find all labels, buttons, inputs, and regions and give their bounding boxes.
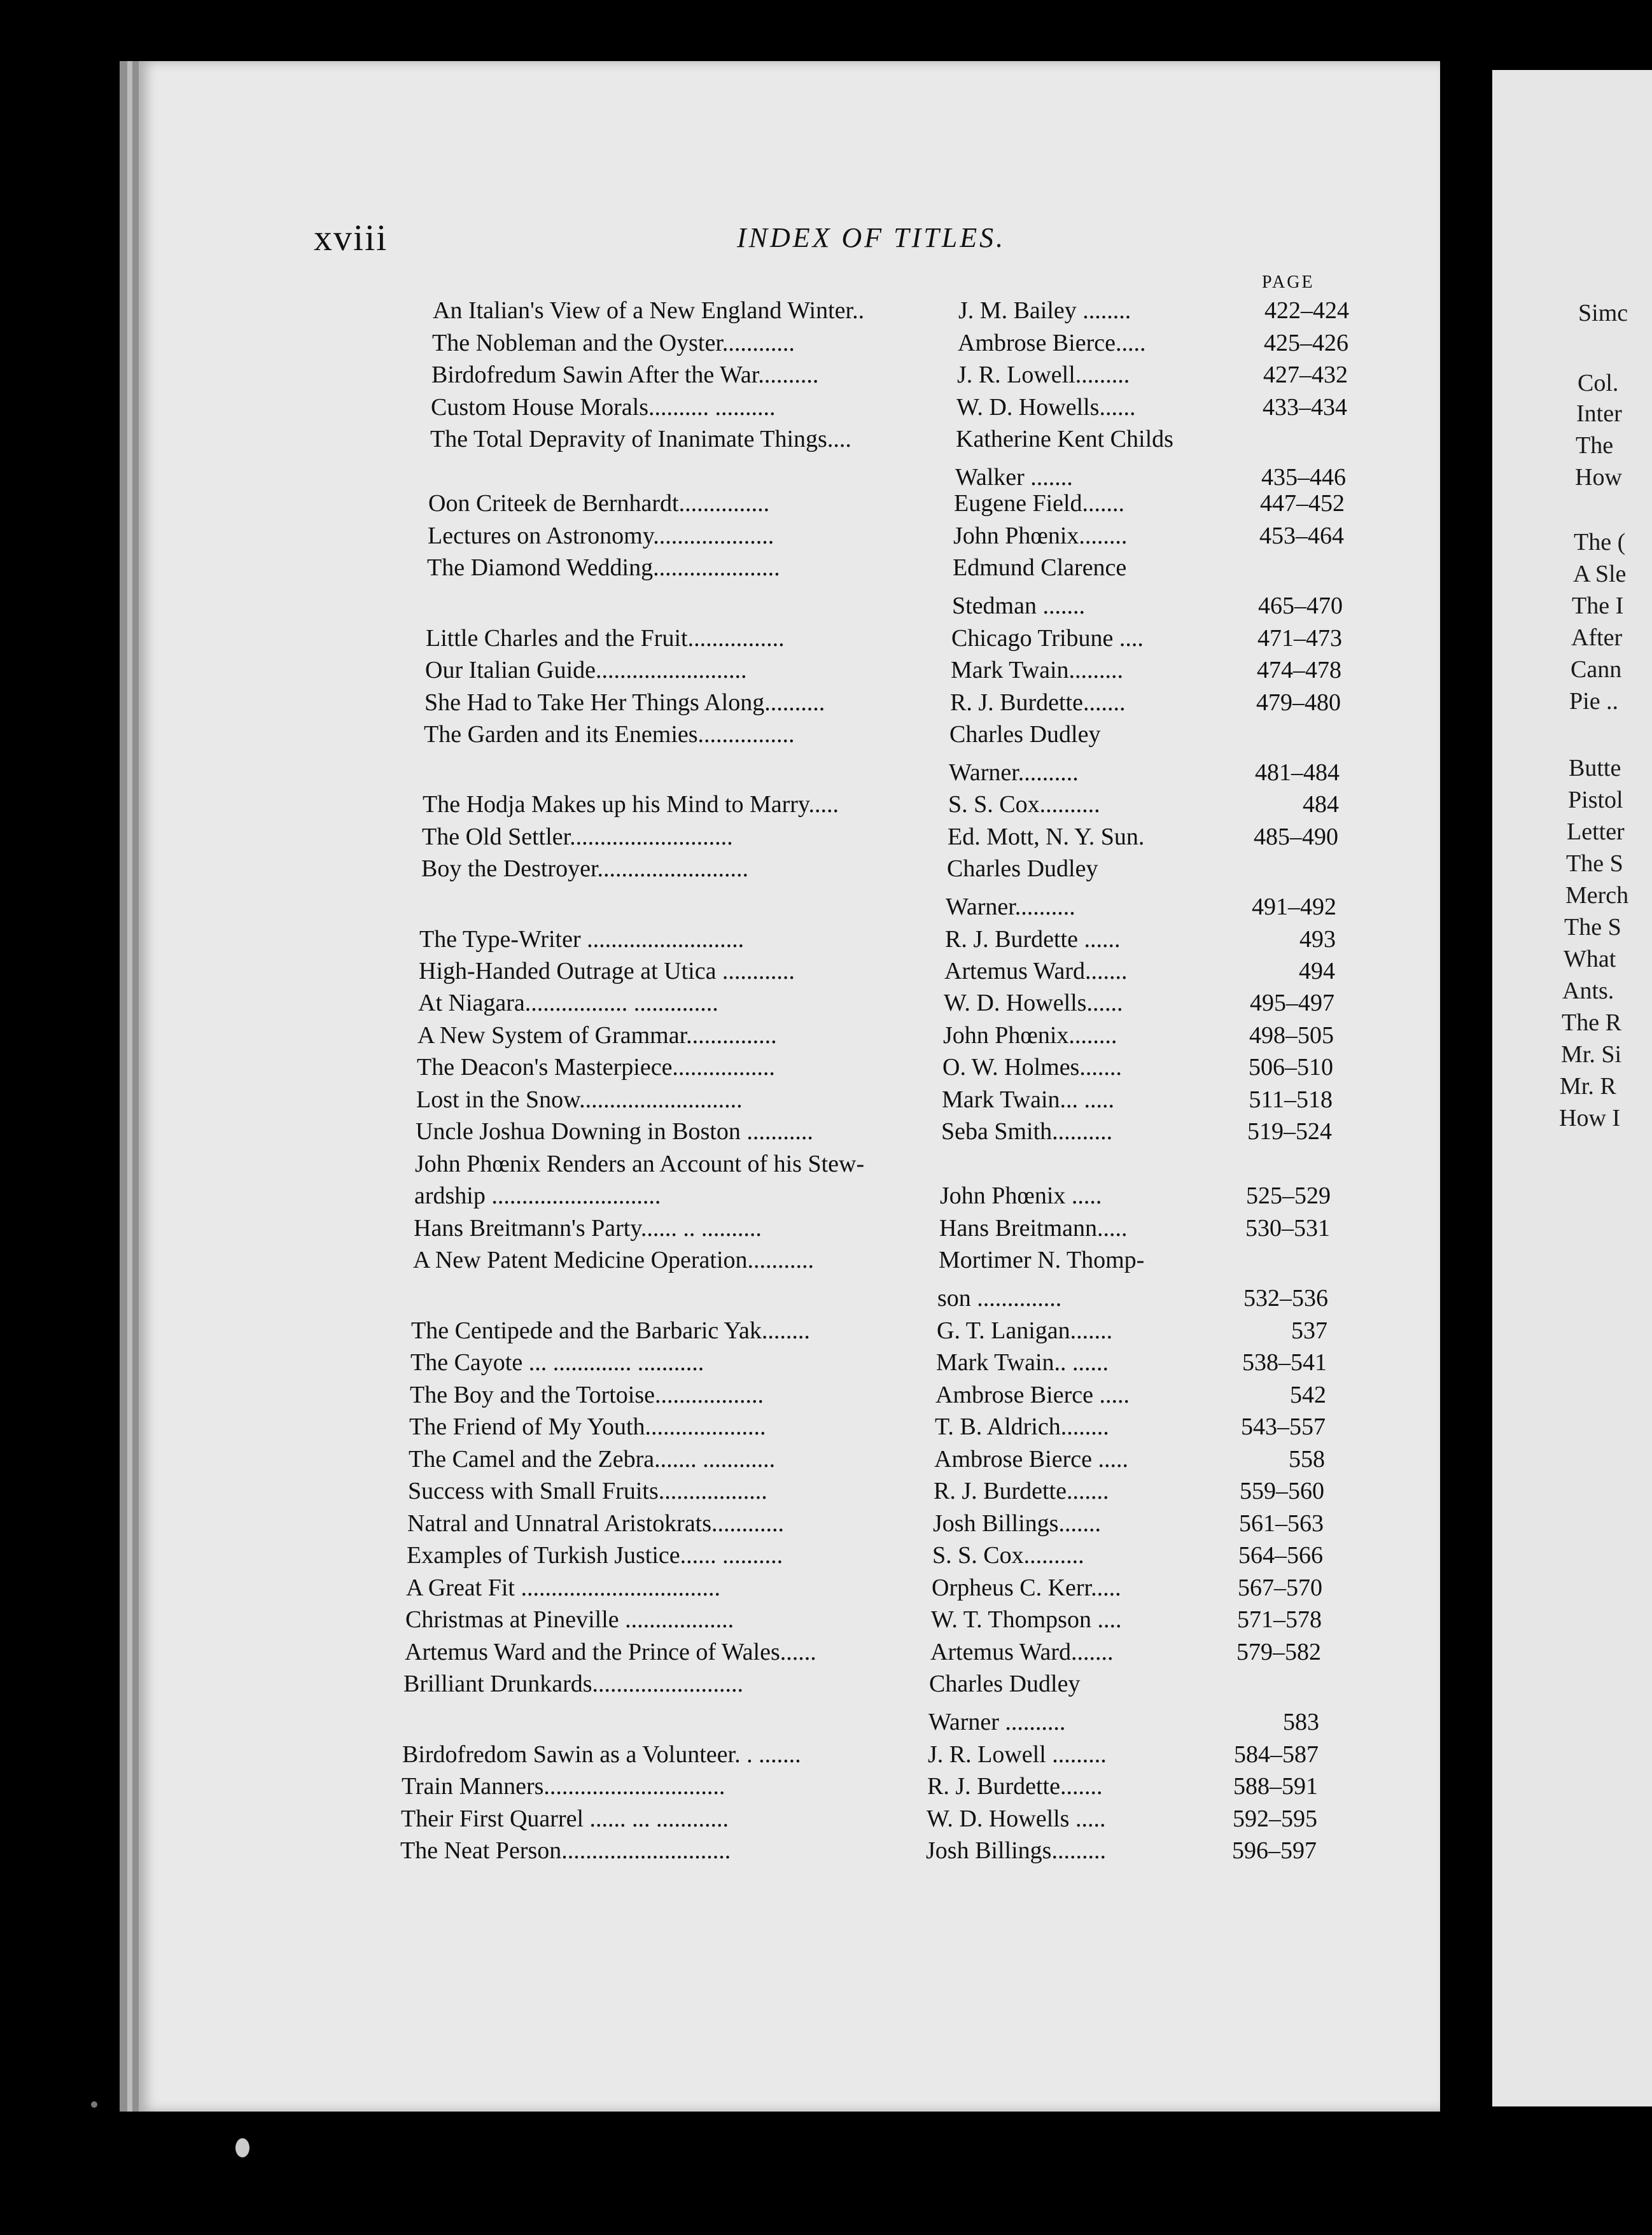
entry-pages: 511–518 [1249, 1086, 1333, 1113]
entry-author: Hans Breitmann..... [939, 1215, 1128, 1242]
entry-pages: 519–524 [1247, 1118, 1332, 1145]
entry-title: Train Manners.............................. [402, 1773, 725, 1800]
entry-author: John Phœnix ..... [940, 1182, 1102, 1209]
entry-author: R. J. Burdette ...... [945, 926, 1121, 953]
entry-pages: 485–490 [1254, 823, 1338, 850]
index-entry [432, 326, 1348, 362]
entry-pages: 538–541 [1242, 1349, 1327, 1376]
entry-author: John Phœnix........ [953, 522, 1128, 549]
entry-title: The Old Settler........................... [422, 823, 733, 850]
entry-title: She Had to Take Her Things Along.......... [424, 689, 825, 716]
index-entry [419, 923, 1336, 958]
index-entry [428, 487, 1345, 522]
entry-pages: 453–464 [1259, 522, 1344, 549]
index-entry [426, 589, 1343, 625]
facing-page-fragment: Cann [1571, 656, 1622, 683]
index-entry [410, 1378, 1326, 1414]
entry-pages: 498–505 [1249, 1022, 1334, 1049]
entry-title: Boy the Destroyer......................... [421, 855, 749, 882]
entry-author: W. T. Thompson .... [931, 1606, 1122, 1633]
index-entry [431, 391, 1347, 426]
facing-page-fragment: Inter [1576, 400, 1622, 427]
entry-title: Christmas at Pineville .................. [405, 1606, 734, 1633]
index-entry [423, 788, 1339, 823]
index-entry [416, 1115, 1332, 1151]
entry-title: The Neat Person............................ [400, 1837, 731, 1864]
index-entry [414, 1179, 1331, 1215]
entry-author: Edmund Clarence [953, 554, 1127, 581]
index-entry [416, 1083, 1333, 1119]
entry-title: Custom House Morals.......... .......... [431, 394, 776, 421]
entry-author: Mortimer N. Thomp- [939, 1247, 1145, 1273]
index-entry [414, 1212, 1330, 1247]
facing-page-fragment: How I [1559, 1105, 1621, 1132]
index-entry [405, 1636, 1321, 1671]
index-entry [423, 756, 1340, 792]
entry-title: John Phœnix Renders an Account of his Stew- [415, 1151, 865, 1177]
index-entry [403, 1667, 1320, 1703]
entry-title: Uncle Joshua Downing in Boston ........... [416, 1118, 813, 1145]
index-entry [400, 1834, 1317, 1870]
entry-pages: 427–432 [1263, 361, 1348, 388]
entry-pages: 479–480 [1256, 689, 1341, 716]
entry-title: The Cayote ... ............. ........... [410, 1349, 704, 1376]
entry-title: Success with Small Fruits.................. [408, 1478, 767, 1504]
entry-title: The Type-Writer .......................... [419, 926, 745, 953]
entry-title: At Niagara................. .............. [418, 990, 718, 1016]
index-entry [410, 1346, 1327, 1382]
entry-author: T. B. Aldrich........ [935, 1413, 1109, 1440]
entry-pages: 532–536 [1243, 1285, 1328, 1312]
entry-title: Examples of Turkish Justice...... .......... [407, 1542, 783, 1569]
entry-title: High-Handed Outrage at Utica ............ [419, 958, 795, 984]
index-entry [433, 294, 1349, 330]
entry-title: Our Italian Guide......................... [425, 657, 747, 683]
index-entry [424, 686, 1341, 722]
facing-page-fragment: The R [1562, 1009, 1621, 1036]
index-entry [422, 820, 1338, 856]
facing-page-fragment: Simc [1578, 300, 1628, 326]
entry-author: Orpheus C. Kerr..... [932, 1574, 1121, 1601]
facing-page-fragment: Mr. R [1560, 1073, 1616, 1100]
entry-pages: 491–492 [1252, 893, 1336, 920]
entry-author: Charles Dudley [947, 855, 1098, 882]
entry-pages: 435–446 [1261, 464, 1346, 491]
entry-title: A New System of Grammar............... [417, 1022, 777, 1049]
entry-title: The Diamond Wedding..................... [427, 554, 780, 581]
facing-page-fragment: After [1571, 624, 1623, 651]
index-entry [420, 890, 1336, 926]
entry-pages: 422–424 [1264, 297, 1349, 324]
entry-author: R. J. Burdette....... [950, 689, 1126, 716]
entry-pages: 494 [1299, 958, 1335, 984]
entry-title: The Nobleman and the Oyster............ [432, 330, 795, 356]
entry-pages: 481–484 [1255, 759, 1340, 786]
entry-author: Chicago Tribune .... [951, 625, 1144, 652]
entry-title: Artemus Ward and the Prince of Wales...... [405, 1639, 816, 1665]
index-entry [415, 1147, 1331, 1183]
entry-title: A Great Fit ................................. [406, 1574, 720, 1601]
entry-pages: 543–557 [1241, 1413, 1326, 1440]
index-entry [413, 1244, 1329, 1279]
entry-author: Josh Billings....... [933, 1510, 1101, 1537]
entry-title: Hans Breitmann's Party...... .. .......... [414, 1215, 762, 1242]
index-entry [402, 1770, 1318, 1805]
page-column-label: PAGE [1262, 272, 1315, 292]
facing-page-fragment: Pie .. [1569, 688, 1619, 715]
entry-author: Eugene Field....... [954, 490, 1125, 517]
entry-author: Charles Dudley [949, 721, 1101, 748]
entry-author: Josh Billings......... [926, 1837, 1106, 1864]
entry-pages: 579–582 [1236, 1639, 1321, 1665]
index-entry [426, 622, 1342, 657]
entry-title: Oon Criteek de Bernhardt............... [428, 490, 770, 517]
entry-pages: 447–452 [1260, 490, 1345, 517]
entry-pages: 495–497 [1250, 990, 1334, 1016]
entry-title: The Friend of My Youth.................... [409, 1413, 766, 1440]
dust-speck [91, 2101, 97, 2108]
entry-pages: 596–597 [1232, 1837, 1317, 1864]
running-title: INDEX OF TITLES. [737, 222, 1006, 253]
index-entry [403, 1706, 1319, 1741]
entry-author: J. M. Bailey ........ [958, 297, 1131, 324]
entry-pages: 471–473 [1257, 625, 1342, 652]
index-entry [431, 358, 1348, 394]
entry-author: Walker ....... [955, 464, 1073, 491]
entry-author: Mark Twain......... [951, 657, 1124, 683]
entry-title: The Hodja Makes up his Mind to Marry..... [423, 791, 839, 818]
entry-author: Charles Dudley [929, 1671, 1081, 1697]
index-entry [407, 1539, 1323, 1574]
index-entry [425, 654, 1341, 689]
entry-pages: 584–587 [1234, 1741, 1319, 1768]
entry-pages: 506–510 [1249, 1054, 1333, 1081]
index-entry [411, 1314, 1327, 1350]
entry-title: The Camel and the Zebra....... ............ [409, 1446, 776, 1473]
facing-page-fragment: The S [1564, 914, 1621, 941]
index-entry [417, 1051, 1333, 1086]
facing-page-fragment: The I [1572, 592, 1624, 619]
entry-pages: 571–578 [1237, 1606, 1322, 1633]
facing-page-fragment: Col. [1578, 370, 1619, 396]
entry-author: John Phœnix........ [943, 1022, 1117, 1049]
entry-pages: 583 [1283, 1709, 1319, 1735]
entry-author: Ambrose Bierce ..... [934, 1446, 1128, 1473]
entry-author: Stedman ....... [952, 592, 1085, 619]
entry-author: S. S. Cox.......... [948, 791, 1100, 818]
entry-title: ardship ............................ [414, 1182, 661, 1209]
index-entry [408, 1475, 1324, 1510]
facing-page-fragment: Ants. [1562, 977, 1614, 1004]
index-entry [421, 852, 1338, 888]
facing-page-fragment: The ( [1574, 529, 1626, 556]
entry-title: Lectures on Astronomy.................... [428, 522, 774, 549]
entry-author: son .............. [937, 1285, 1062, 1312]
facing-page-fragment: Mr. Si [1561, 1041, 1622, 1068]
entry-title: The Garden and its Enemies................ [424, 721, 795, 748]
index-entry [424, 718, 1340, 753]
entry-author: Artemus Ward....... [944, 958, 1128, 984]
entry-author: W. D. Howells ..... [927, 1805, 1106, 1832]
entry-author: Ambrose Bierce..... [958, 330, 1146, 356]
index-entry [407, 1507, 1324, 1543]
entry-author: W. D. Howells...... [956, 394, 1136, 421]
entry-pages: 588–591 [1233, 1773, 1318, 1800]
entry-title: The Total Depravity of Inanimate Things.... [430, 426, 851, 452]
entry-author: R. J. Burdette....... [934, 1478, 1109, 1504]
entry-author: J. R. Lowell ......... [928, 1741, 1107, 1768]
entry-pages: 484 [1303, 791, 1339, 818]
index-entry [409, 1443, 1325, 1478]
index-entry [419, 955, 1335, 990]
facing-page-fragment: Merch [1565, 882, 1629, 909]
entry-title: An Italian's View of a New England Winter.. [433, 297, 865, 324]
entry-pages: 559–560 [1240, 1478, 1324, 1504]
index-entry [418, 986, 1334, 1022]
facing-page-fragment: Butte [1569, 755, 1621, 781]
index-entry [401, 1802, 1317, 1838]
index-entry [412, 1282, 1328, 1317]
index-entry [417, 1019, 1334, 1054]
facing-page-fragment: Letter [1567, 818, 1625, 845]
entry-author: Artemus Ward....... [930, 1639, 1114, 1665]
index-entry [406, 1571, 1322, 1607]
entry-title: Brilliant Drunkards......................... [403, 1671, 744, 1697]
entry-title: The Centipede and the Barbaric Yak........ [411, 1317, 810, 1344]
entry-pages: 537 [1291, 1317, 1327, 1344]
facing-page-fragment: How [1575, 464, 1622, 491]
entry-author: Mark Twain.. ...... [936, 1349, 1109, 1376]
facing-page-fragment: Pistol [1568, 787, 1623, 813]
entry-pages: 425–426 [1264, 330, 1348, 356]
dust-speck [235, 2138, 249, 2157]
index-entry [427, 551, 1343, 587]
entry-author: Seba Smith.......... [941, 1118, 1113, 1145]
entry-title: Their First Quarrel ...... ... ............ [401, 1805, 729, 1832]
entry-pages: 558 [1289, 1446, 1325, 1473]
entry-title: The Boy and the Tortoise.................. [410, 1382, 764, 1408]
entry-pages: 592–595 [1233, 1805, 1317, 1832]
entry-pages: 433–434 [1263, 394, 1347, 421]
entry-title: Lost in the Snow........................... [416, 1086, 743, 1113]
index-entry [409, 1410, 1326, 1446]
entry-pages: 525–529 [1246, 1182, 1331, 1209]
facing-page-fragment: The [1576, 432, 1614, 459]
index-entry [402, 1738, 1319, 1774]
facing-page-fragment: The S [1566, 850, 1623, 877]
entry-author: Warner .......... [928, 1709, 1066, 1735]
entry-author: W. D. Howells...... [944, 990, 1123, 1016]
entry-pages: 542 [1290, 1382, 1326, 1408]
entry-pages: 465–470 [1258, 592, 1343, 619]
entry-pages: 561–563 [1239, 1510, 1324, 1537]
entry-author: Katherine Kent Childs [956, 426, 1173, 452]
entry-title: A New Patent Medicine Operation........... [413, 1247, 815, 1273]
entry-title: Birdofredum Sawin After the War.......... [431, 361, 819, 388]
entry-pages: 567–570 [1238, 1574, 1322, 1601]
entry-author: S. S. Cox.......... [932, 1542, 1084, 1569]
index-entry [430, 423, 1347, 458]
facing-page-fragment: A Sle [1573, 561, 1627, 587]
entry-author: Ed. Mott, N. Y. Sun. [948, 823, 1145, 850]
entry-title: The Deacon's Masterpiece................. [417, 1054, 775, 1081]
entry-pages: 564–566 [1238, 1542, 1323, 1569]
facing-page-fragment: What [1564, 946, 1616, 972]
entry-author: Warner.......... [949, 759, 1079, 786]
entry-author: R. J. Burdette....... [927, 1773, 1103, 1800]
entry-title: Natral and Unnatral Aristokrats............ [407, 1510, 785, 1537]
page-number: xviii [314, 217, 388, 258]
entry-author: Mark Twain... ..... [942, 1086, 1115, 1113]
entry-author: Ambrose Bierce ..... [935, 1382, 1130, 1408]
index-entry [405, 1603, 1322, 1639]
entry-title: Little Charles and the Fruit................ [426, 625, 785, 652]
entry-pages: 474–478 [1257, 657, 1341, 683]
entry-author: G. T. Lanigan....... [937, 1317, 1113, 1344]
entry-author: Warner.......... [946, 893, 1075, 920]
entry-author: J. R. Lowell......... [957, 361, 1130, 388]
entry-title: Birdofredom Sawin as a Volunteer. . ....... [402, 1741, 801, 1768]
entry-author: O. W. Holmes....... [942, 1054, 1122, 1081]
index-entry [428, 519, 1344, 555]
entry-pages: 530–531 [1245, 1215, 1330, 1242]
entry-pages: 493 [1299, 926, 1336, 953]
